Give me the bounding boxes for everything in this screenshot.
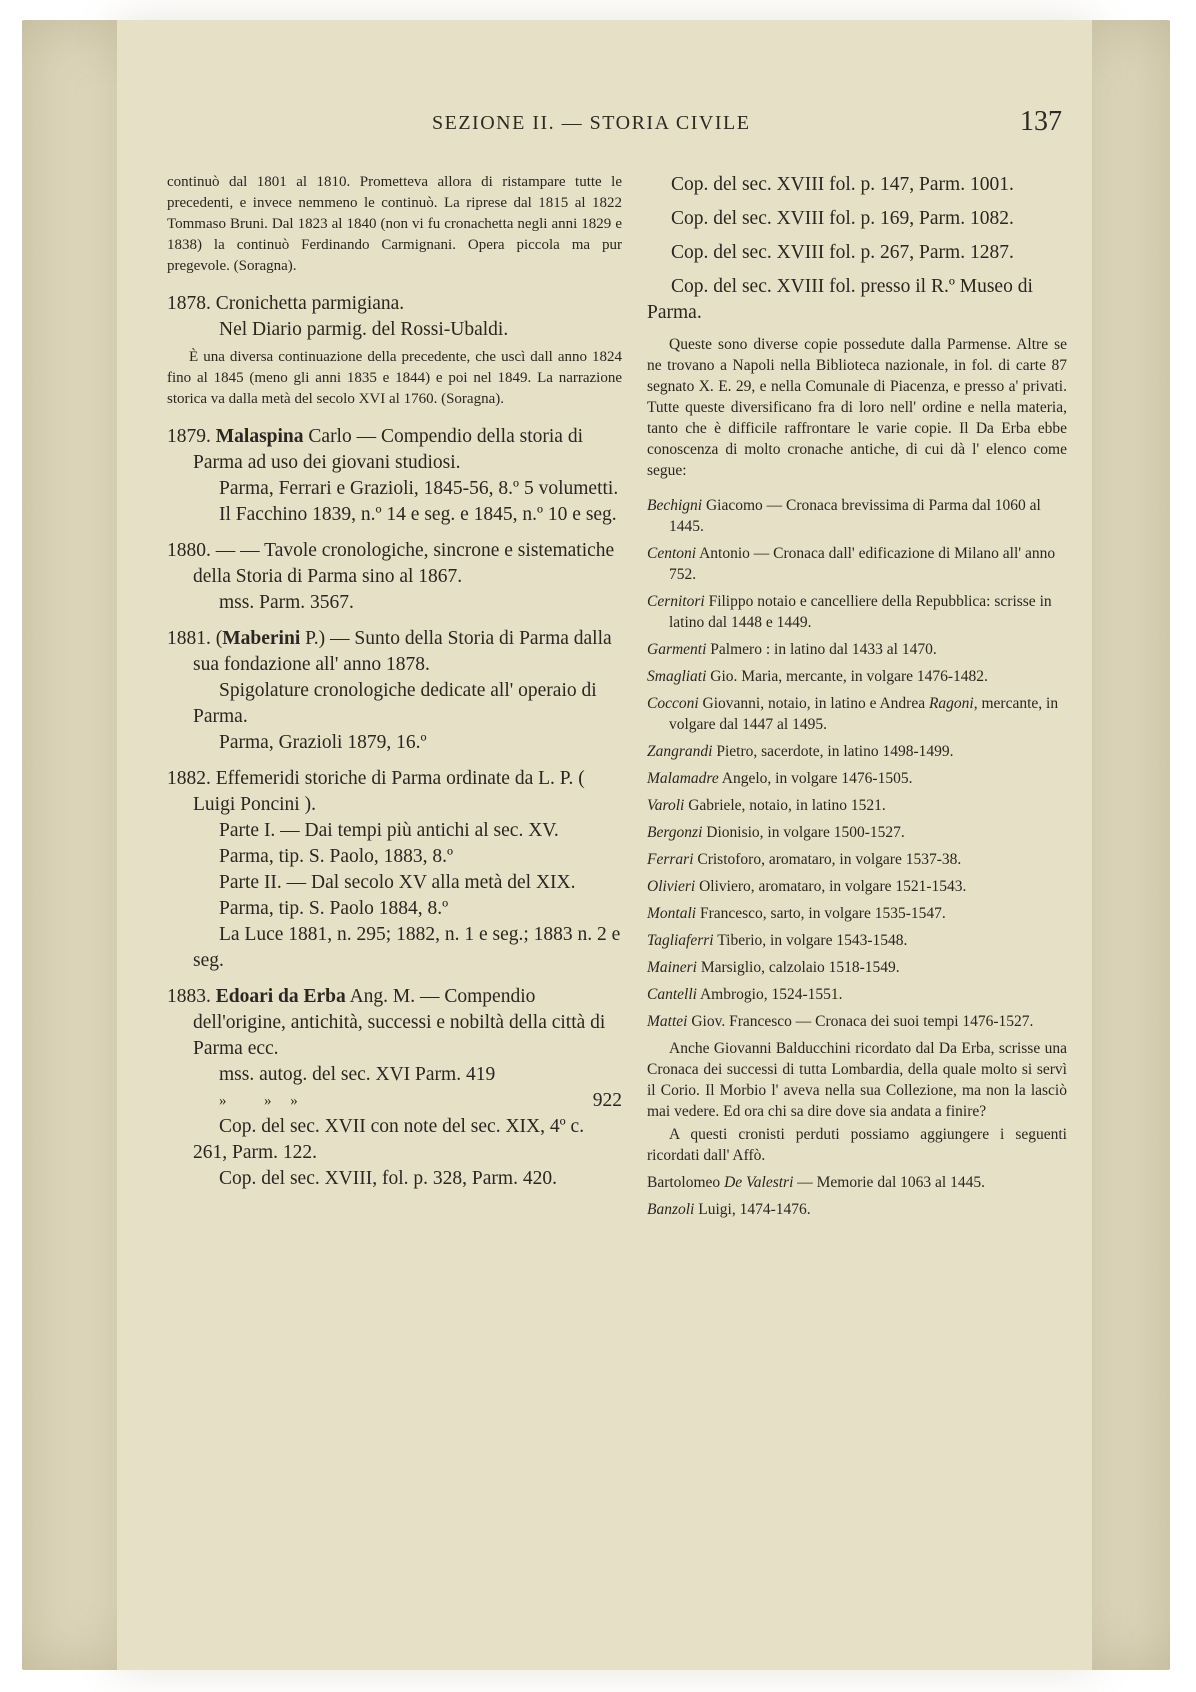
entry-1880-manuscript: mss. Parm. 3567. [219, 592, 354, 613]
continuation-paragraph: continuò dal 1801 al 1810. Prometteva allora di ristampare tutte le precedenti, e invece nemmeno le continuò. La riprese dal 1815 al 1822 Tommaso Bruni. Dal 1823 al 1840 (non vi fu cronachetta negli anni 1829 e 1838) la continuò Ferdinando Carmignani. Opera piccola ma pur pregevole. (Soragna). [167, 174, 622, 274]
list-item: Bergonzi Dionisio, in volgare 1500-1527. [647, 824, 905, 841]
entry-1881-subtitle: Spigolature cronologiche dedicate all' operaio di Parma. [193, 680, 597, 727]
entry-1883-copy-1: Cop. del sec. XVII con note del sec. XIX, 4º c. 261, Parm. 122. [193, 1116, 585, 1163]
scanned-sheet [22, 20, 1170, 1670]
list-item: Cernitori Filippo notaio e cancelliere della Repubblica: scrisse in latino dal 1448 e 1449. [647, 593, 1052, 631]
entry-1882-part2-publication: Parma, tip. S. Paolo 1884, 8.º [219, 898, 449, 919]
copies-note-paragraph: Queste sono diverse copie possedute dalla Parmense. Altre se ne trovano a Napoli nella Biblioteca nazionale, in fol. di carte 87 segnato X. E. 29, e nella Comunale di Piacenza, e presso a' privati. Tutte queste diversificano fra di loro nell' ordine e nella materia, tanto che è difficile raffrontare le varie copie. Il Da Erba ebbe conoscenza di molto cronache antiche, di cui dà l' elenco come segue: [647, 336, 1067, 479]
entry-1883-number: 1883. [167, 986, 211, 1007]
entry-1879-rest: Carlo — Compendio della storia di Parma ad uso dei giovani studiosi. [193, 426, 583, 473]
entry-1878-title: 1878. Cronichetta parmigiana. [167, 293, 405, 314]
entry-1883-ms2-number: 922 [592, 1090, 622, 1111]
entry-1878-source: Nel Diario parmig. del Rossi-Ubaldi. [219, 319, 509, 340]
entry-1882-part1-publication: Parma, tip. S. Paolo, 1883, 8.º [219, 846, 454, 867]
running-header [117, 102, 1092, 142]
list-item: Malamadre Angelo, in volgare 1476-1505. [647, 770, 913, 787]
entry-1878-note: È una diversa continuazione della precedente, che uscì dall anno 1824 fino al 1845 (meno gli anni 1835 e 1844) e poi nel 1849. La narrazione storica va dalla metà del secolo XVI al 1760. (Soragna). [167, 349, 622, 407]
list-item: Centoni Antonio — Cronaca dall' edificazione di Milano all' anno 752. [647, 545, 1056, 583]
entry-1881-rest: P.) — Sunto della Storia di Parma dalla sua fondazione all' anno 1878. [193, 628, 612, 675]
entry-1879-reference: Il Facchino 1839, n.º 14 e seg. e 1845, n.º 10 e seg. [219, 504, 617, 525]
copy-line-3: Cop. del sec. XVIII fol. p. 267, Parm. 1287. [671, 242, 1014, 263]
entry-1881-author: Maberini [222, 628, 301, 649]
list-item: Bechigni Giacomo — Cronaca brevissima di Parma dal 1060 al 1445. [647, 497, 1041, 535]
entry-1881 [167, 626, 622, 756]
copy-line-4: Cop. del sec. XVIII fol. presso il R.º Museo di Parma. [647, 276, 1033, 323]
entry-1879 [167, 424, 622, 528]
entry-1882-part1: Parte I. — Dai tempi più antichi al sec. XV. [219, 820, 559, 841]
entry-1881-number: 1881. ( [167, 628, 223, 649]
ditto-marks: » » » [219, 1093, 298, 1109]
list-item: Montali Francesco, sarto, in volgare 1535-1547. [647, 905, 946, 922]
affo-list [647, 1172, 1067, 1220]
list-item: Ferrari Cristoforo, aromataro, in volgare 1537-38. [647, 851, 962, 868]
entry-1883-manuscript-2 [167, 1088, 622, 1114]
entry-1882-title: 1882. Effemeridi storiche di Parma ordinate da L. P. ( Luigi Poncini ). [167, 768, 585, 815]
copy-line-2: Cop. del sec. XVIII fol. p. 169, Parm. 1082. [671, 208, 1014, 229]
entry-1883-author: Edoari da Erba [215, 986, 346, 1007]
entry-1883-copy-2: Cop. del sec. XVIII, fol. p. 328, Parm. 420. [219, 1168, 557, 1189]
chronicles-list [647, 495, 1067, 1032]
right-column [647, 172, 1067, 1226]
list-item: Bartolomeo De Valestri — Memorie dal 1063 al 1445. [647, 1174, 985, 1191]
list-item: Mattei Giov. Francesco — Cronaca dei suoi tempi 1476-1527. [647, 1013, 1034, 1030]
entry-1879-title [167, 424, 622, 476]
list-item: Zangrandi Pietro, sacerdote, in latino 1498-1499. [647, 743, 954, 760]
entry-1878 [167, 291, 622, 410]
section-title: SEZIONE II. — STORIA CIVILE [432, 112, 751, 134]
balducchini-paragraph: Anche Giovanni Balducchini ricordato dal Da Erba, scrisse una Cronaca dei successi di tutta Lombardia, della quale molto si servì il Corio. Il Morbio l' aveva nella sua Collezione, ma non la lasciò mai vedere. Ed ora chi sa dire dove sia andata a finire? [647, 1040, 1067, 1120]
entry-1881-publication: Parma, Grazioli 1879, 16.º [219, 732, 427, 753]
list-item: Tagliaferri Tiberio, in volgare 1543-1548. [647, 932, 908, 949]
list-item: Varoli Gabriele, notaio, in latino 1521. [647, 797, 886, 814]
affo-paragraph: A questi cronisti perduti possiamo aggiungere i seguenti ricordati dall' Affò. [647, 1126, 1067, 1164]
entry-1883-title [167, 984, 622, 1062]
entry-1879-publication: Parma, Ferrari e Grazioli, 1845-56, 8.º 5 volumetti. [219, 478, 619, 499]
book-page [117, 20, 1092, 1670]
list-item: Olivieri Oliviero, aromataro, in volgare 1521-1543. [647, 878, 967, 895]
entry-1883-rest: Ang. M. — Compendio dell'origine, antichità, successi e nobiltà della città di Parma ecc. [193, 986, 606, 1059]
list-item: Maineri Marsiglio, calzolaio 1518-1549. [647, 959, 900, 976]
list-item: Cantelli Ambrogio, 1524-1551. [647, 986, 843, 1003]
entry-1883 [167, 984, 622, 1192]
entry-1879-number: 1879. [167, 426, 211, 447]
entry-1881-title [167, 626, 622, 678]
left-column [167, 172, 622, 1202]
entry-1883-manuscript-1: mss. autog. del sec. XVI Parm. 419 [219, 1064, 496, 1085]
entry-1882 [167, 766, 622, 974]
list-item: Cocconi Giovanni, notaio, in latino e Andrea Ragoni, mercante, in volgare dal 1447 al 1495. [647, 695, 1059, 733]
entry-1879-author: Malaspina [215, 426, 304, 447]
list-item: Garmenti Palmero : in latino dal 1433 al 1470. [647, 641, 937, 658]
entry-1880 [167, 538, 622, 616]
list-item: Smagliati Gio. Maria, mercante, in volgare 1476-1482. [647, 668, 988, 685]
page-number: 137 [1020, 106, 1062, 137]
entry-1882-reference: La Luce 1881, n. 295; 1882, n. 1 e seg.; 1883 n. 2 e seg. [193, 924, 621, 971]
entry-1882-part2: Parte II. — Dal secolo XV alla metà del XIX. [219, 872, 576, 893]
entry-1880-title: 1880. — — Tavole cronologiche, sincrone e sistematiche della Storia di Parma sino al 1867. [167, 540, 615, 587]
copy-line-1: Cop. del sec. XVIII fol. p. 147, Parm. 1001. [671, 174, 1014, 195]
list-item: Banzoli Luigi, 1474-1476. [647, 1201, 811, 1218]
